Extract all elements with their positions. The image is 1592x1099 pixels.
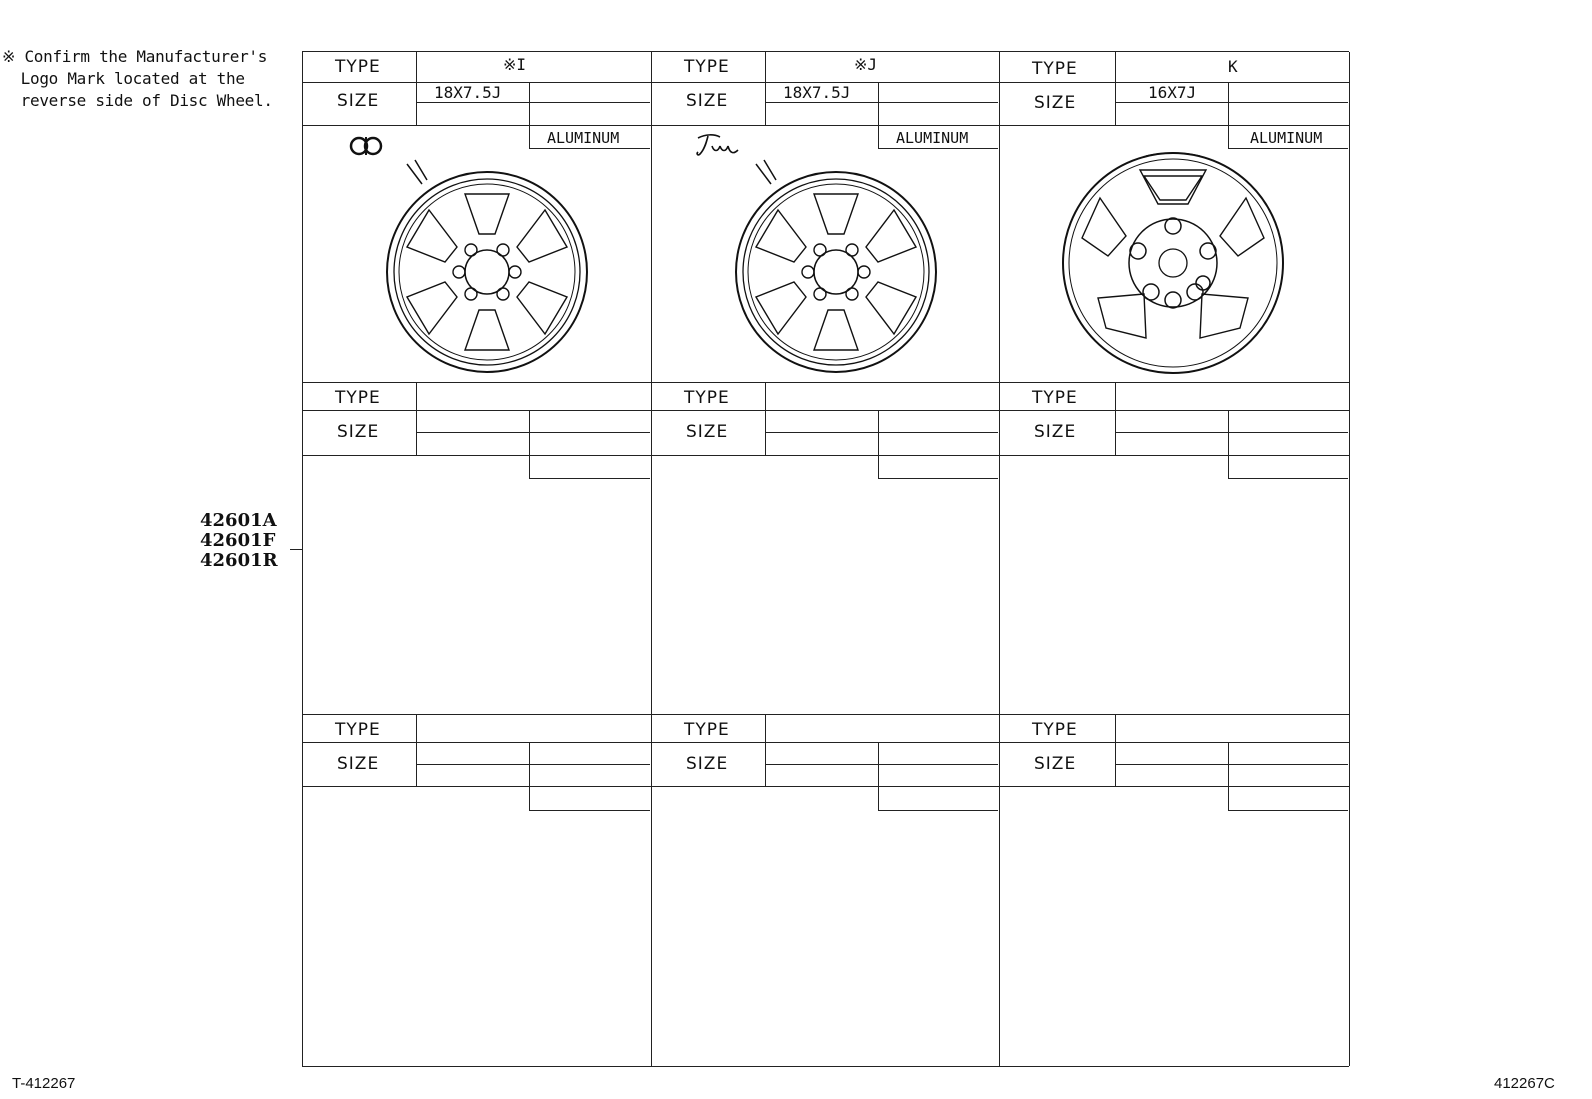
wheel-column-j [652,52,1000,1066]
type-label: TYPE [1032,59,1078,79]
size-label: SIZE [1034,422,1077,442]
type-label: TYPE [684,388,730,408]
material-j: ALUMINUM [896,129,969,147]
wheel-column-k [1000,52,1350,1066]
part-number-r[interactable]: 42601R [200,550,278,571]
footer-illustration-id: 412267C [1494,1075,1555,1092]
type-label: TYPE [1032,720,1078,740]
size-label: SIZE [337,754,380,774]
six-spoke-wheel-icon[interactable] [367,152,592,381]
size-value-i: 18X7.5J [434,83,502,102]
material-i: ALUMINUM [547,129,620,147]
type-value-k: K [1228,57,1238,76]
type-label: TYPE [335,388,381,408]
material-k: ALUMINUM [1250,129,1323,147]
type-label: TYPE [335,57,381,77]
wheel-table [302,51,1349,1067]
size-label: SIZE [337,422,380,442]
size-label: SIZE [1034,754,1077,774]
type-label: TYPE [1032,388,1078,408]
size-label: SIZE [337,91,380,111]
size-value-j: 18X7.5J [783,83,851,102]
type-label: TYPE [684,720,730,740]
size-value-k: 16X7J [1148,83,1197,102]
part-number-f[interactable]: 42601F [200,530,276,551]
wheel-column-i [303,52,652,1066]
type-value-i: ※I [503,55,527,74]
footer-diagram-id: T-412267 [12,1075,76,1092]
part-number-a[interactable]: 42601A [200,510,277,531]
size-label: SIZE [686,422,729,442]
five-spoke-wheel-icon[interactable] [1058,148,1288,382]
size-label: SIZE [686,91,729,111]
type-value-j: ※J [854,55,878,74]
size-label: SIZE [686,754,729,774]
part-leader-line [290,549,302,550]
size-label: SIZE [1034,93,1077,113]
six-spoke-wheel-icon[interactable] [716,152,941,381]
type-label: TYPE [335,720,381,740]
type-label: TYPE [684,57,730,77]
manufacturer-logo-note: ※ Confirm the Manufacturer's Logo Mark located at the reverse side of Disc Wheel. [2,47,273,110]
